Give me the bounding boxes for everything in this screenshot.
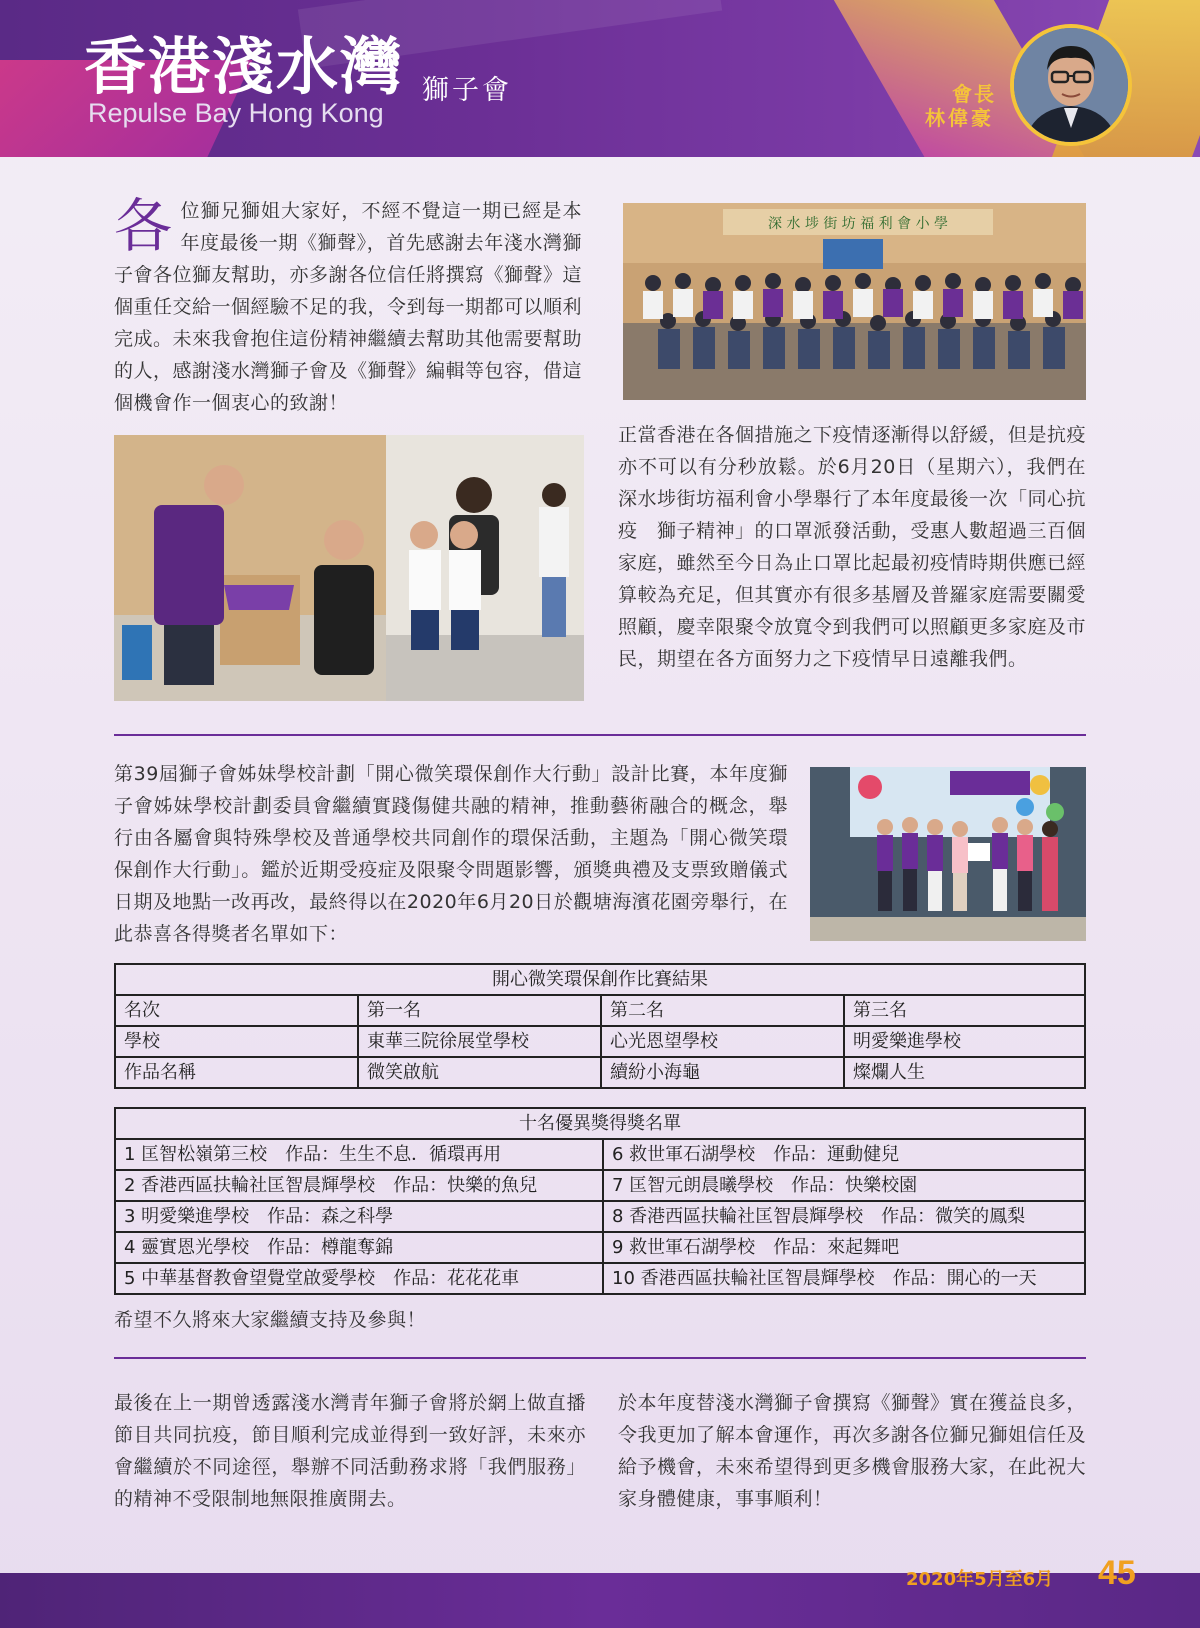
award-ceremony-photo xyxy=(810,767,1086,941)
table-cell: 名次 xyxy=(115,995,358,1026)
merit-table-title: 十名優異獎得獎名單 xyxy=(115,1108,1085,1139)
drop-cap: 各 xyxy=(114,192,173,260)
table-row xyxy=(115,1170,1085,1201)
table-row xyxy=(115,995,1085,1026)
club-title: 香港淺水灣 xyxy=(84,30,405,103)
table-cell: 7 匡智元朗晨曦學校 作品：快樂校園 xyxy=(603,1170,1085,1201)
president-avatar xyxy=(1010,24,1132,146)
mask-event-paragraph: 正當香港在各個措施之下疫情逐漸得以舒緩，但是抗疫亦不可以有分秒放鬆。於6月20日（星期六），我們在深水埗街坊福利會小學舉行了本年度最後一次「同心抗疫 獅子精神」的口罩派發活動，受惠人數超過三百個家庭，雖然至今日為止口罩比起最初疫情時期供應已經算較為充足，但其實亦有很多基層及普羅家庭需要關愛照顧，慶幸限聚令放寬令到我們可以照顧更多家庭及市民，期望在各方面努力之下疫情早日遠離我們。 xyxy=(618,424,1087,670)
group-photo-school xyxy=(623,203,1086,400)
table-cell: 續紛小海龜 xyxy=(601,1057,844,1088)
table-cell: 燦爛人生 xyxy=(844,1057,1085,1088)
table-cell: 微笑啟航 xyxy=(358,1057,601,1088)
table-cell: 明愛樂進學校 xyxy=(844,1026,1085,1057)
table-cell: 5 中華基督教會望覺堂啟愛學校 作品：花花花車 xyxy=(115,1263,603,1294)
table-cell: 作品名稱 xyxy=(115,1057,358,1088)
closing-note: 希望不久將來大家繼續支持及參與！ xyxy=(114,1309,427,1331)
table-title-row xyxy=(115,964,1085,995)
section-divider xyxy=(114,1357,1086,1359)
competition-paragraph: 第39屆獅子會姊妹學校計劃「開心微笑環保創作大行動」設計比賽，本年度獅子會姊妹學校計劃委員會繼續實踐傷健共融的精神，推動藝術融合的概念，舉行由各屬會與特殊學校及普通學校共同創作的環保活動，主題為「開心微笑環保創作大行動」。鑑於近期受疫症及限聚令問題影響，頒獎典禮及支票致贈儀式日期及地點一改再改，最終得以在2020年6月20日於觀塘海濱花園旁舉行，在此恭喜各得獎者名單如下： xyxy=(114,763,788,945)
table-row xyxy=(115,1263,1085,1294)
table-cell: 8 香港西區扶輪社匡智晨輝學校 作品：微笑的鳳梨 xyxy=(603,1201,1085,1232)
table-cell: 3 明愛樂進學校 作品：森之科學 xyxy=(115,1201,603,1232)
issue-date: 2020年5月至6月 xyxy=(906,1569,1054,1590)
results-table-title: 開心微笑環保創作比賽結果 xyxy=(115,964,1085,995)
table-cell: 第二名 xyxy=(601,995,844,1026)
president-role: 會長 xyxy=(952,82,996,106)
merit-awards-table xyxy=(114,1107,1086,1295)
table-cell: 9 救世軍石湖學校 作品：來起舞吧 xyxy=(603,1232,1085,1263)
table-cell: 第三名 xyxy=(844,995,1085,1026)
table-cell: 學校 xyxy=(115,1026,358,1057)
table-cell: 10 香港西區扶輪社匡智晨輝學校 作品：開心的一天 xyxy=(603,1263,1085,1294)
table-row xyxy=(115,1232,1085,1263)
table-cell: 1 匡智松嶺第三校 作品：生生不息．循環再用 xyxy=(115,1139,603,1170)
club-title-suffix: 獅子會 xyxy=(422,75,512,106)
table-row xyxy=(115,1201,1085,1232)
table-cell: 第一名 xyxy=(358,995,601,1026)
page-number: 45 xyxy=(1098,1554,1136,1592)
mask-distribution-photo xyxy=(114,435,584,701)
final-paragraph-left: 最後在上一期曾透露淺水灣青年獅子會將於網上做直播節目共同抗疫，節目順利完成並得到一致好評，未來亦會繼續於不同途徑，舉辦不同活動務求將「我們服務」的精神不受限制地無限推廣開去。 xyxy=(114,1392,586,1510)
table-row xyxy=(115,1026,1085,1057)
table-cell: 6 救世軍石湖學校 作品：運動健兒 xyxy=(603,1139,1085,1170)
section-divider xyxy=(114,734,1086,736)
school-banner-text: 深 水 埗 街 坊 福 利 會 小 學 xyxy=(767,216,949,232)
table-cell: 東華三院徐展堂學校 xyxy=(358,1026,601,1057)
table-cell: 心光恩望學校 xyxy=(601,1026,844,1057)
table-title-row xyxy=(115,1108,1085,1139)
table-cell: 4 靈實恩光學校 作品：樽龍奪錦 xyxy=(115,1232,603,1263)
table-cell: 2 香港西區扶輪社匡智晨輝學校 作品：快樂的魚兒 xyxy=(115,1170,603,1201)
intro-text: 位獅兄獅姐大家好，不經不覺這一期已經是本年度最後一期《獅聲》，首先感謝去年淺水灣獅子會各位獅友幫助，亦多謝各位信任將撰寫《獅聲》這個重任交給一個經驗不足的我，令到每一期都可以順利完成。未來我會抱住這份精神繼續去幫助其他需要幫助的人，感謝淺水灣獅子會及《獅聲》編輯等包容，借這個機會作一個衷心的致謝！ xyxy=(114,200,583,414)
table-row xyxy=(115,1057,1085,1088)
final-paragraph-right: 於本年度替淺水灣獅子會撰寫《獅聲》實在獲益良多，令我更加了解本會運作，再次多謝各位獅兄獅姐信任及給予機會，未來希望得到更多機會服務大家，在此祝大家身體健康，事事順利！ xyxy=(618,1392,1087,1510)
results-table xyxy=(114,963,1086,1089)
intro-paragraph xyxy=(114,192,583,419)
president-name: 林偉豪 xyxy=(925,106,994,130)
page-header xyxy=(0,0,1200,157)
club-title-english: Repulse Bay Hong Kong xyxy=(88,98,384,128)
table-row xyxy=(115,1139,1085,1170)
